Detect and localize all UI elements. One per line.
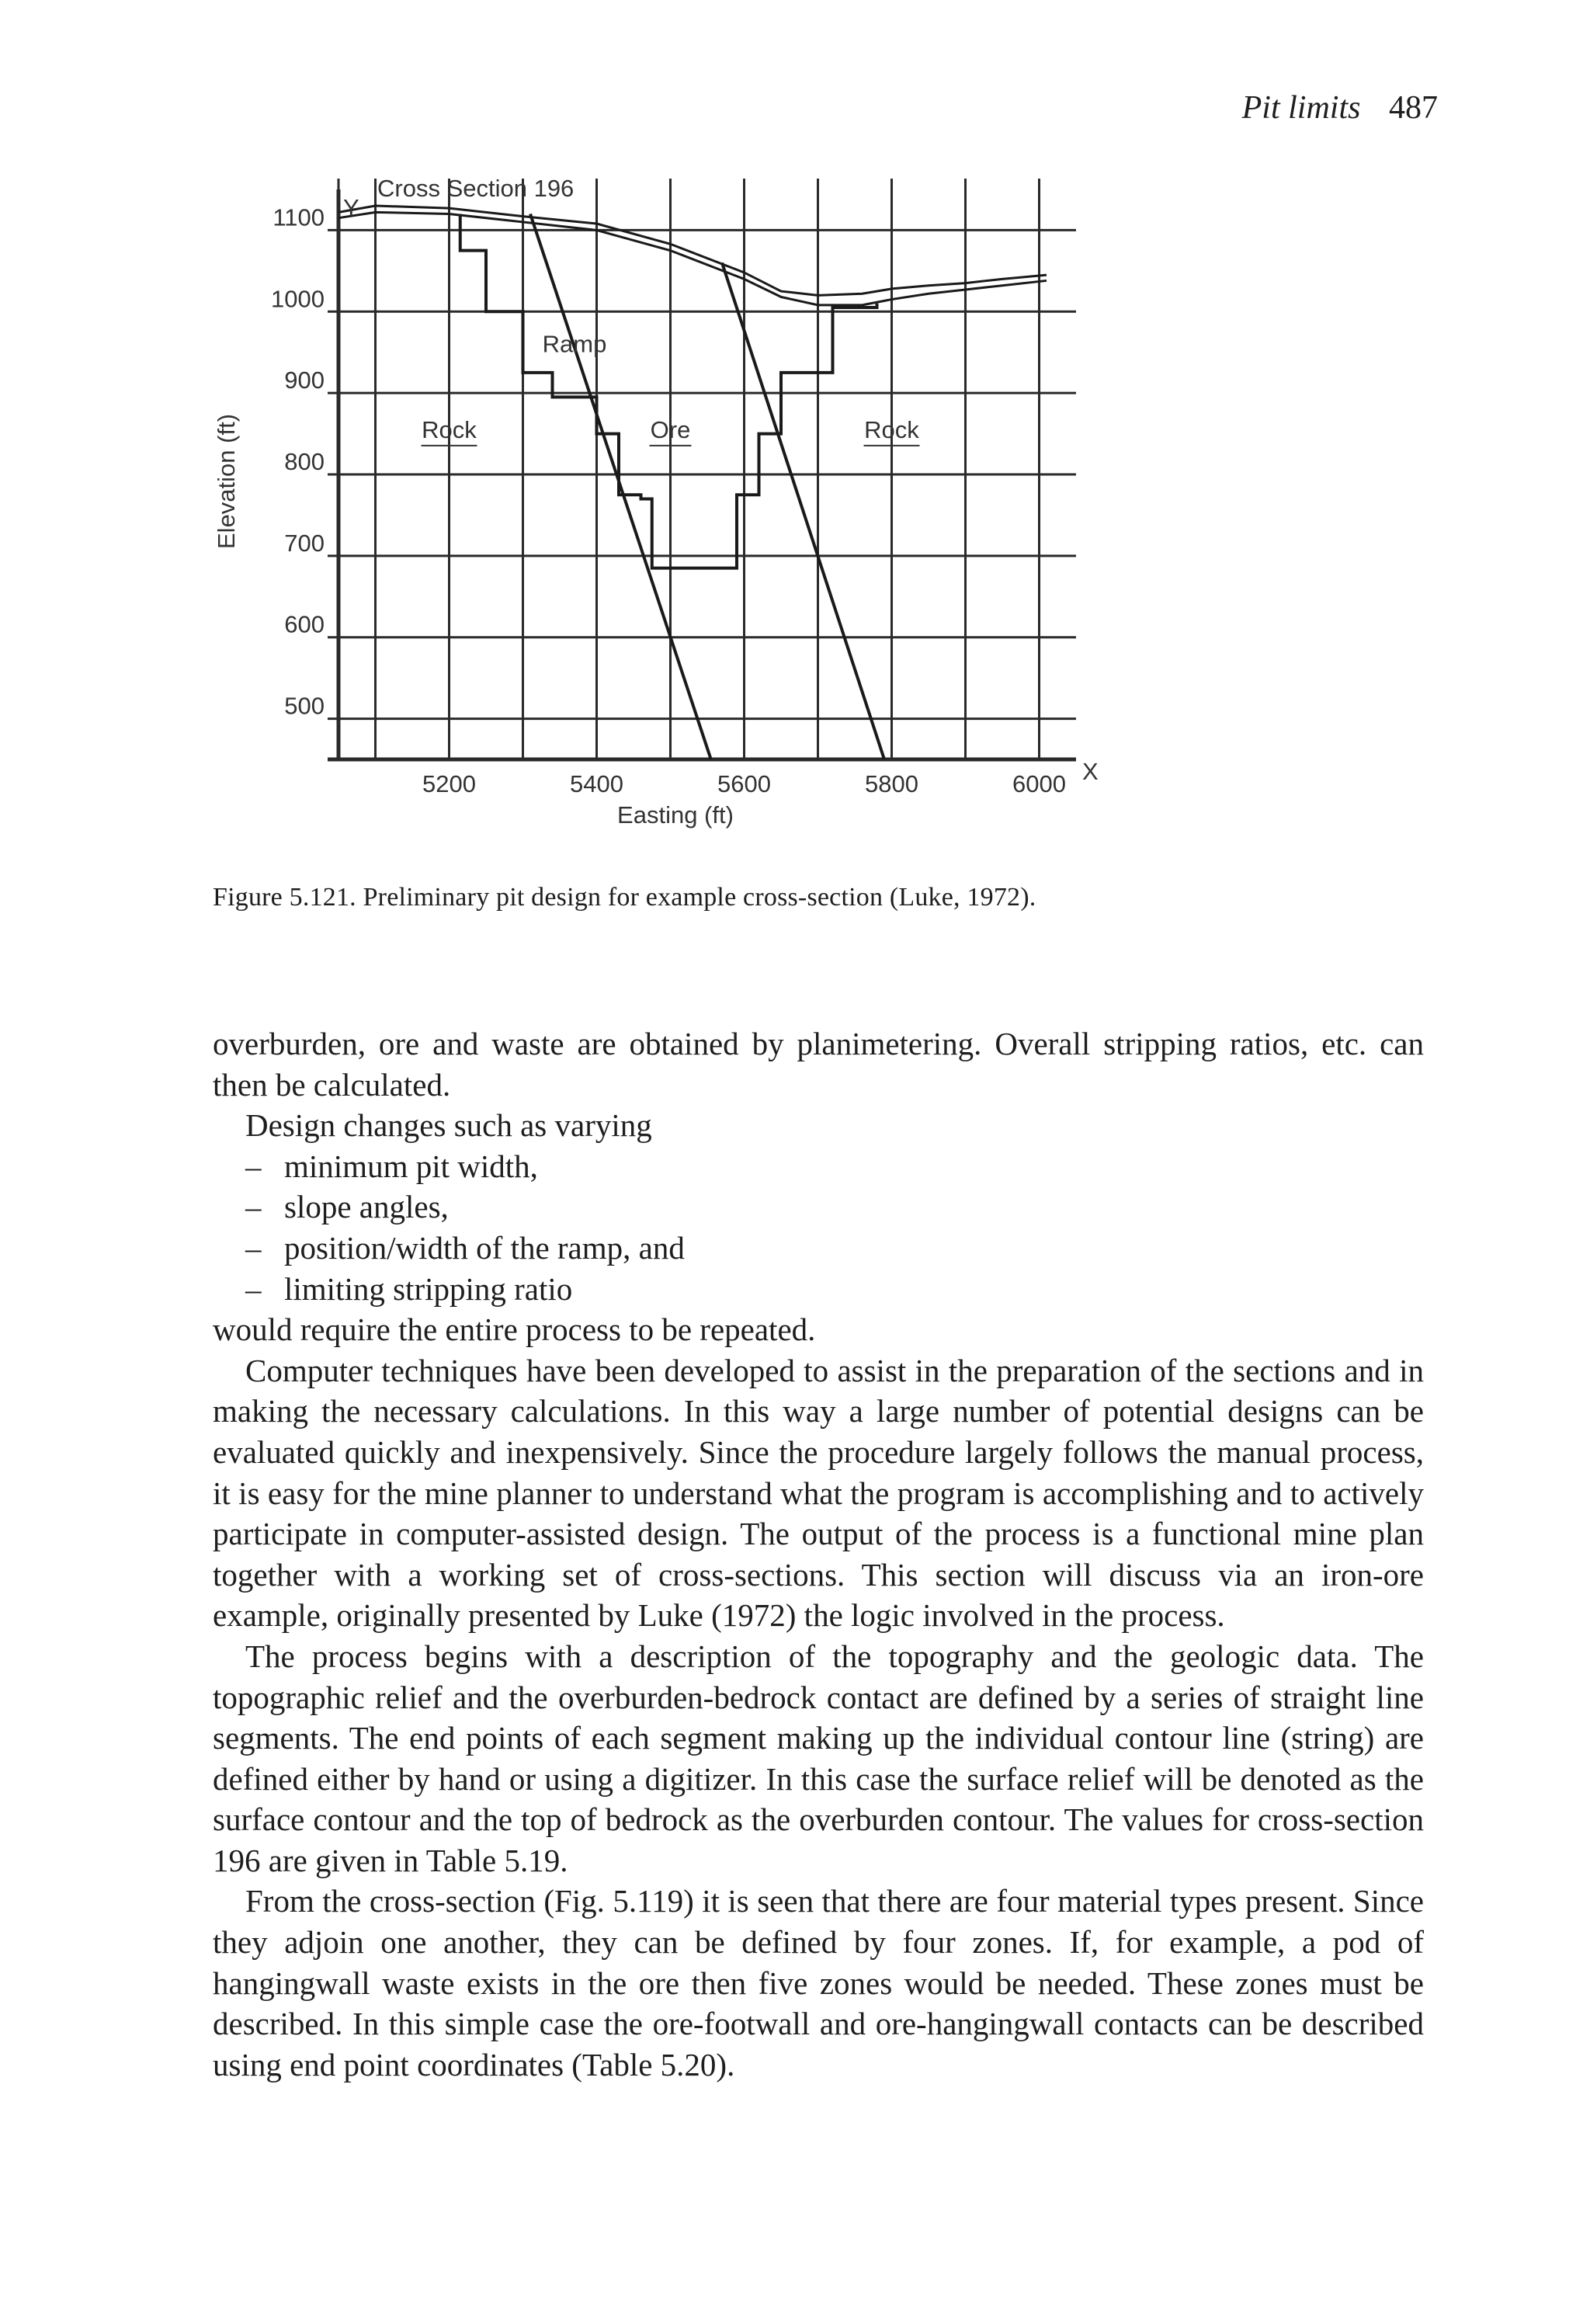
y-tick-label: 800 bbox=[284, 448, 325, 475]
paragraph: The process begins with a description of the topography and the geologic data. The topographic relief and the overburden-bedrock contact are defined by a series of straight line segments. The end points of each segment making up the individual contour line (string) are defined either by hand or using a digitizer. In this case the surface relief will be denoted as the surface contour and the top of bedrock as the overburden contour. The values for cross-section 196 are given in Table 5.19. bbox=[213, 1638, 1424, 1878]
zone-label-rock: Rock bbox=[864, 415, 919, 443]
y-axis-letter: Y bbox=[343, 194, 359, 221]
y-tick-label: 500 bbox=[284, 692, 325, 720]
zone-label-ramp: Ramp bbox=[542, 330, 607, 358]
overburden-contour-line bbox=[338, 212, 1047, 305]
paragraph: overburden, ore and waste are obtained by planimetering. Overall stripping ratios, etc. can then be calculated. bbox=[213, 1026, 1424, 1103]
y-tick-label: 1100 bbox=[273, 203, 325, 231]
design-changes-list bbox=[213, 1146, 1424, 1309]
list-item: – slope angles, bbox=[245, 1186, 1424, 1228]
ramp-line-1-line bbox=[530, 214, 711, 759]
running-head bbox=[1242, 92, 1438, 124]
list-item: – position/width of the ramp, and bbox=[245, 1228, 1424, 1269]
cross-section-figure bbox=[194, 163, 1110, 846]
zone-label-rock: Rock bbox=[422, 415, 477, 443]
list-dash: – bbox=[245, 1270, 262, 1307]
list-dash: – bbox=[245, 1229, 262, 1266]
x-tick-label: 5400 bbox=[570, 770, 623, 797]
body-text bbox=[213, 1023, 1424, 2085]
figure-caption: Figure 5.121. Preliminary pit design for example cross-section (Luke, 1972). bbox=[213, 883, 1036, 912]
x-axis-letter: X bbox=[1082, 758, 1099, 785]
list-dash: – bbox=[245, 1148, 262, 1184]
ramp-line-2-line bbox=[722, 262, 884, 759]
x-axis-label: Easting (ft) bbox=[617, 801, 734, 829]
chart-grid bbox=[328, 179, 1076, 759]
y-axis-label: Elevation (ft) bbox=[213, 413, 240, 550]
list-item: – limiting stripping ratio bbox=[245, 1269, 1424, 1310]
running-head-title: Pit limits bbox=[1241, 90, 1361, 126]
paragraph: From the cross-section (Fig. 5.119) it is seen that there are four material types present. Since they adjoin one another, they can be defined by four zones. If, for example, a pod of hangingwall waste exists in the ore then five zones would be needed. These zones must be described. In this simple case the ore-footwall and ore-hangingwall contacts can be described using end point coordinates (Table 5.20). bbox=[213, 1883, 1424, 2083]
list-dash: – bbox=[245, 1189, 262, 1225]
paragraph: Computer techniques have been developed to assist in the preparation of the sections and in making the necessary calculations. In this way a large number of potential designs can be evaluated quickly and inexpensively. Since the procedure largely follows the manual process, it is easy for the mine planner to understand what the program is accomplishing and to actively participate in computer-assisted design. The output of the process is a functional mine plan together with a working set of cross-sections. This section will discuss via an iron-ore example, originally presented by Luke (1972) the logic involved in the process. bbox=[213, 1352, 1424, 1634]
x-tick-label: 5800 bbox=[865, 770, 918, 797]
chart-title: Cross Section 196 bbox=[377, 175, 575, 202]
zone-label-ore: Ore bbox=[650, 415, 691, 443]
paragraph: would require the entire process to be repeated. bbox=[213, 1311, 816, 1348]
x-tick-label: 5200 bbox=[422, 770, 476, 797]
x-tick-label: 6000 bbox=[1012, 770, 1066, 797]
list-item: – minimum pit width, bbox=[245, 1146, 1424, 1187]
x-tick-label: 5600 bbox=[717, 770, 771, 797]
y-tick-label: 600 bbox=[284, 610, 325, 638]
y-tick-label: 1000 bbox=[271, 285, 325, 313]
page-number: 487 bbox=[1389, 90, 1438, 126]
paragraph: Design changes such as varying bbox=[245, 1107, 652, 1144]
surface-contour-line bbox=[338, 206, 1047, 295]
y-tick-label: 900 bbox=[284, 366, 325, 394]
y-tick-label: 700 bbox=[284, 529, 325, 557]
chart-series bbox=[338, 206, 1047, 759]
